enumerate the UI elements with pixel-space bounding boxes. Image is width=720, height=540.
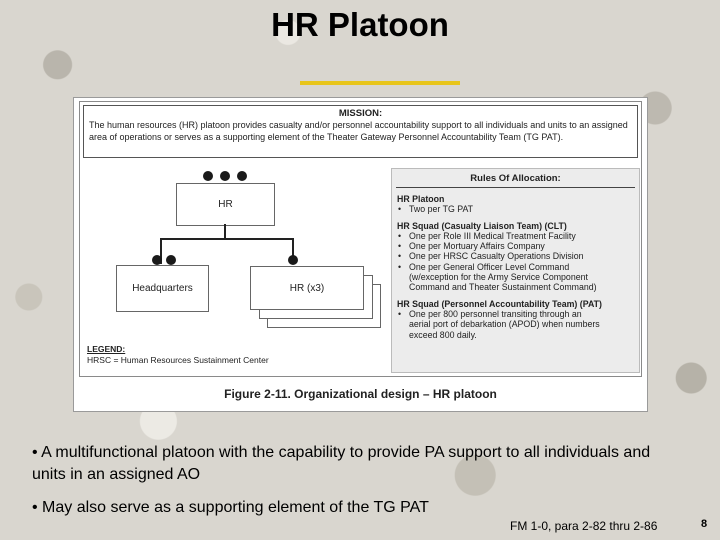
legend (87, 344, 269, 366)
connector-line (160, 238, 294, 240)
rules-heading: Rules Of Allocation: (470, 173, 561, 184)
hr-squad-box: HR (x3) (250, 266, 364, 310)
bullet-point: • May also serve as a supporting element of the TG PAT (32, 499, 429, 516)
rank-dot (288, 255, 298, 265)
rules-item-continuation: Command and Theater Sustainment Command) (409, 282, 597, 293)
slide-title: HR Platoon (271, 6, 449, 43)
rules-item: • One per General Officer Level Command (397, 262, 635, 272)
rules-group-title: HR Squad (Personnel Accountability Team) (PAT) (397, 298, 602, 309)
mission-heading: MISSION: (338, 108, 383, 119)
rank-dot (203, 171, 213, 181)
rules-group-title: HR Platoon (397, 194, 445, 204)
title-underline (300, 81, 460, 85)
connector-line (224, 224, 226, 239)
legend-title: LEGEND: (87, 344, 126, 354)
rules-body (397, 194, 635, 340)
mission-text: The human resources (HR) platoon provides casualty and/or personnel accountability support to all individuals and units to an assigned area of operations or serves as a supporting element of the Theater Gateway Personnel Accountability Team (TG PAT). (89, 120, 628, 142)
rules-divider (396, 187, 635, 188)
rank-dot (220, 171, 230, 181)
hr-platoon-box: HR (176, 183, 275, 226)
rules-item: • Two per TG PAT (397, 204, 635, 214)
rank-dot (166, 255, 176, 265)
rules-item-continuation: exceed 800 daily. (409, 329, 477, 340)
mission-box (83, 105, 638, 158)
bullet-point: • A multifunctional platoon with the capability to provide PA support to all individuals and units in an assigned AO (32, 444, 651, 483)
citation: FM 1-0, para 2-82 thru 2-86 (510, 519, 658, 533)
rules-item: • One per HRSC Casualty Operations Division (397, 251, 635, 261)
rank-dot (152, 255, 162, 265)
rank-dot (237, 171, 247, 181)
headquarters-box: Headquarters (116, 265, 209, 312)
page-number: 8 (701, 518, 708, 530)
rules-group-title: HR Squad (Casualty Liaison Team) (CLT) (397, 220, 567, 231)
rules-item: • One per 800 personnel transiting through an (397, 309, 635, 319)
legend-entry: HRSC = Human Resources Sustainment Center (87, 355, 269, 365)
rules-of-allocation-panel (391, 168, 640, 373)
rules-item-continuation: (w/exception for the Army Service Component (409, 272, 588, 283)
org-figure (73, 97, 648, 412)
rules-item: • One per Mortuary Affairs Company (397, 241, 635, 251)
rules-item: • One per Role III Medical Treatment Facility (397, 231, 635, 241)
rules-item-continuation: aerial port of debarkation (APOD) when numbers (409, 319, 600, 330)
figure-caption: Figure 2-11. Organizational design – HR platoon (224, 387, 497, 401)
